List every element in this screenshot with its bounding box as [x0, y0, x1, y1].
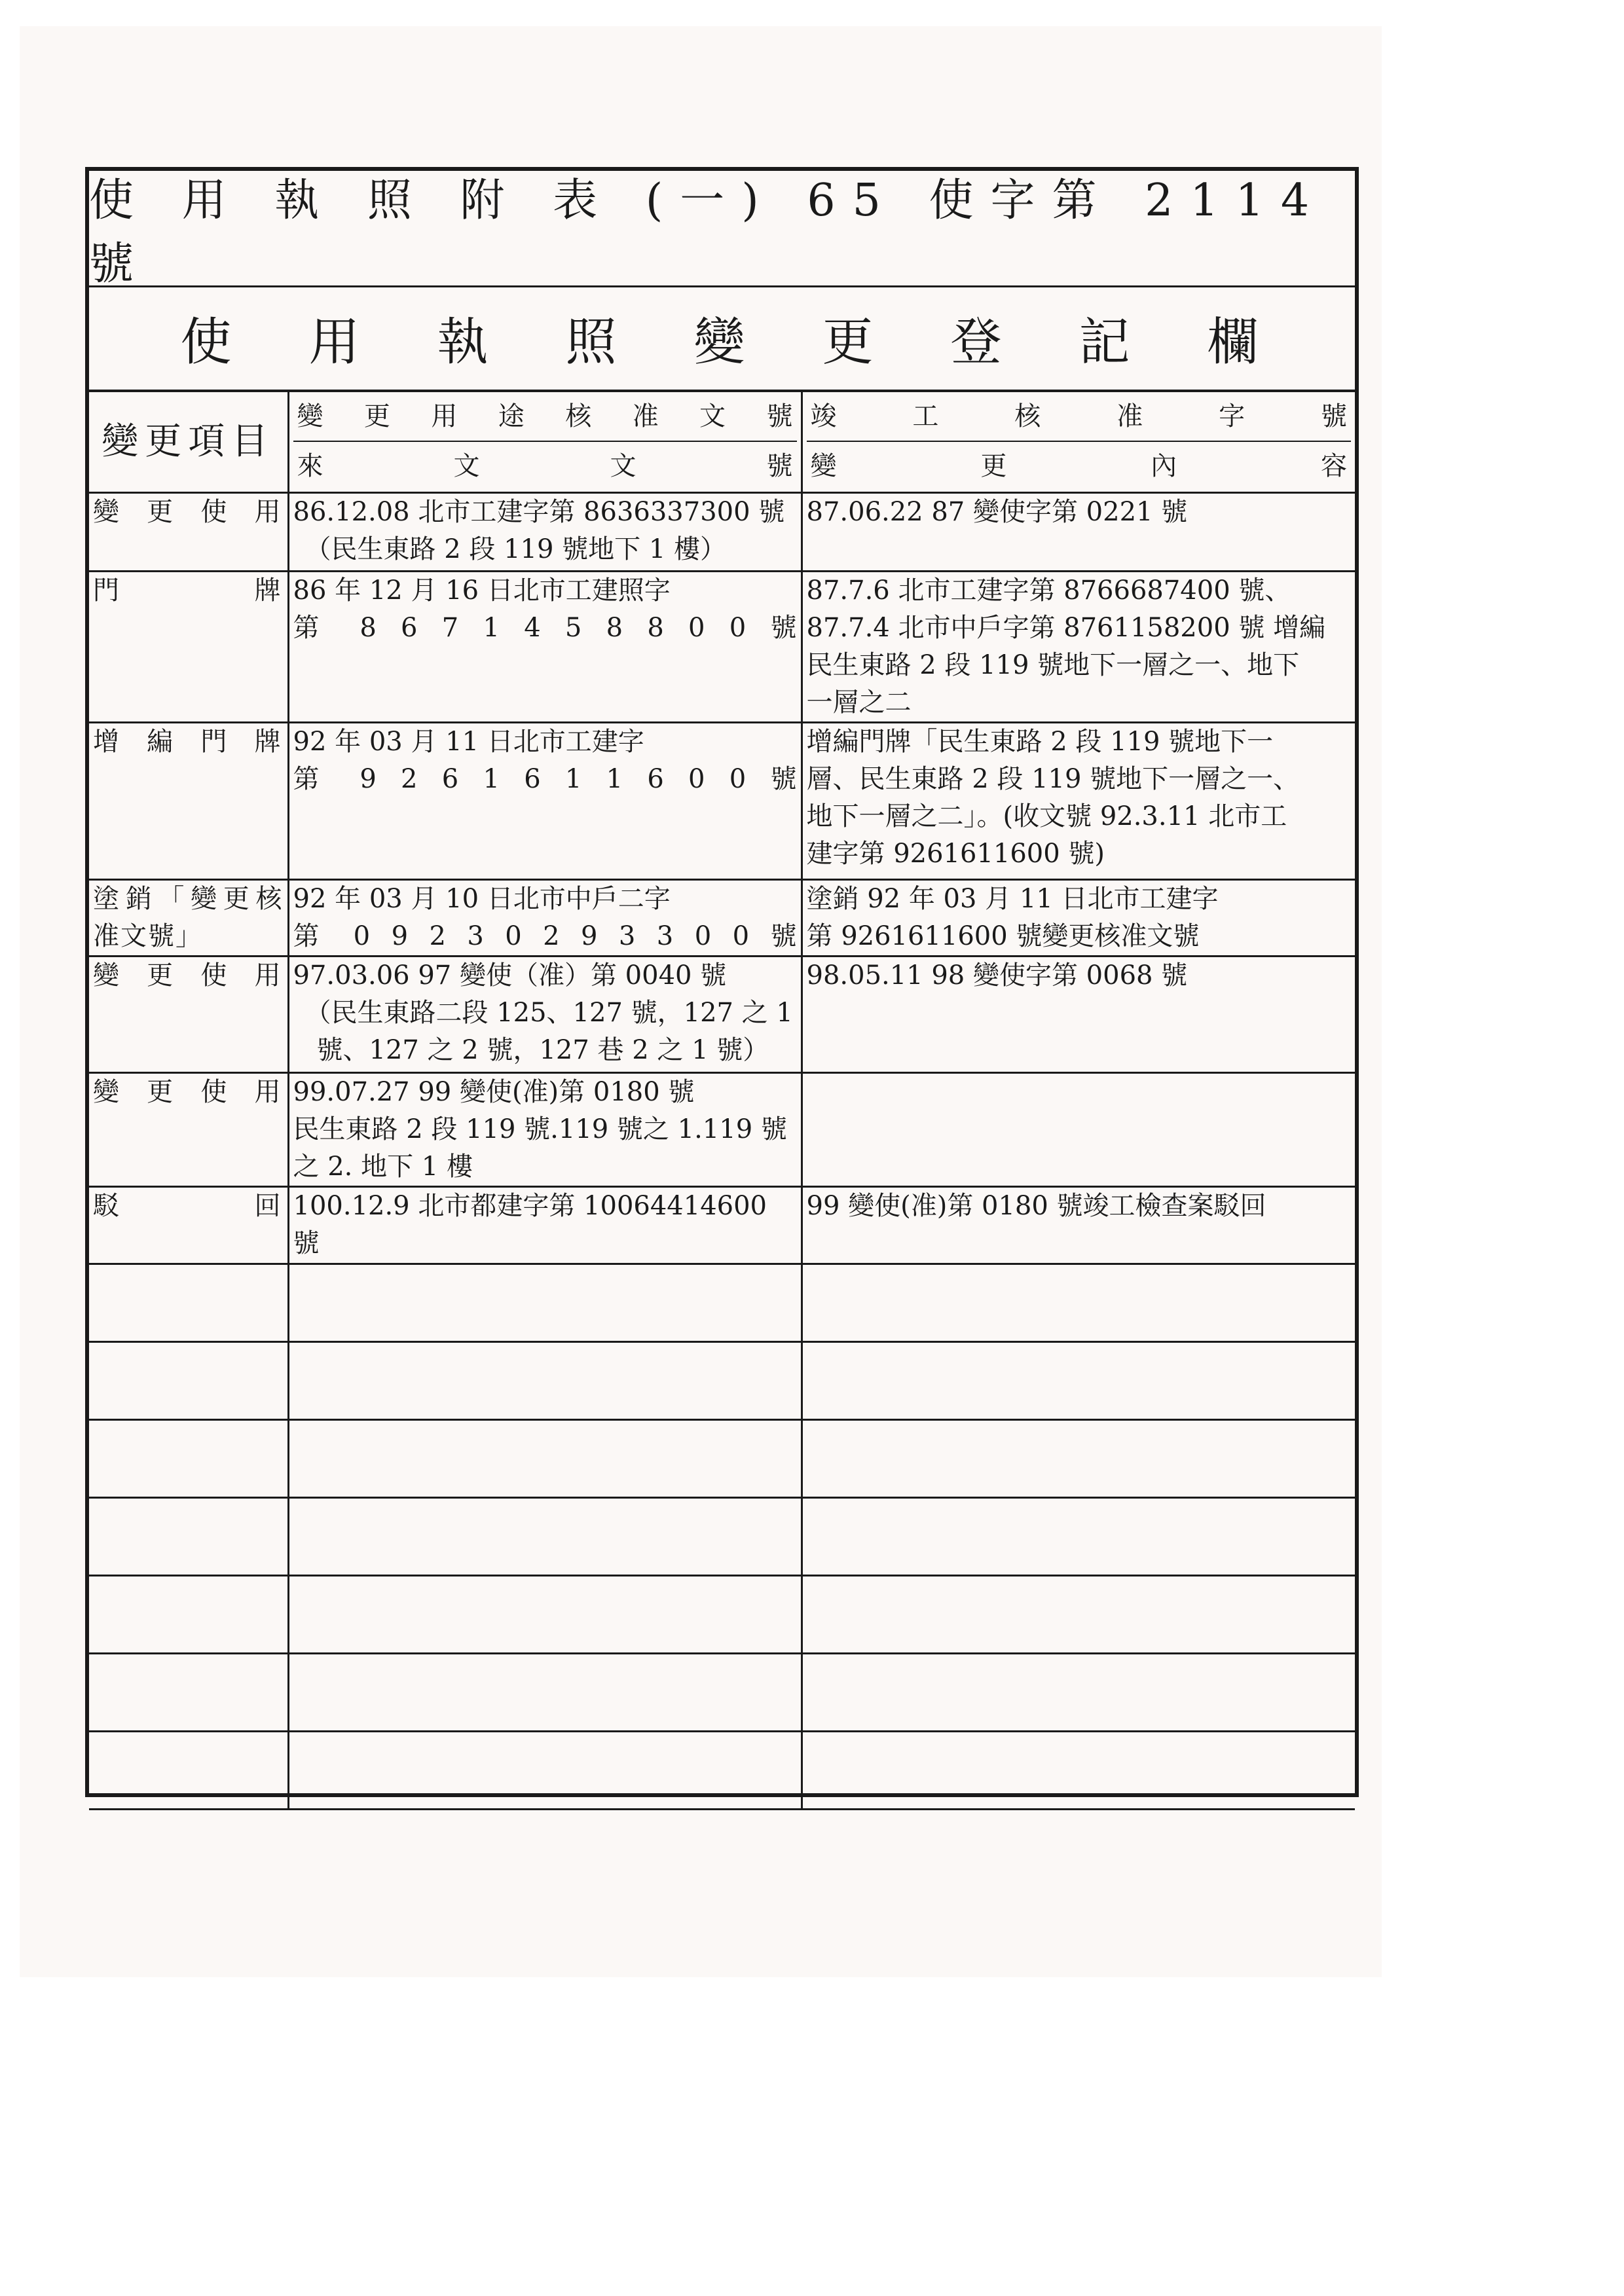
cell-line: 97.03.06 97 變使（准）第 0040 號 [293, 960, 727, 991]
cell-line: 第 9261611600 號變更核准文號 [806, 920, 1200, 951]
table-row [89, 722, 1355, 879]
cell-line: 92 年 03 月 10 日北市中戶二字 [293, 883, 671, 914]
empty-row [89, 1419, 1355, 1497]
cell-line: 99 變使(准)第 0180 號竣工檢查案駁回 [806, 1190, 1266, 1221]
approval-cell [288, 571, 802, 722]
column-header-item: 變更項目 [89, 392, 288, 492]
empty-row [89, 1575, 1355, 1653]
empty-cell [288, 1419, 802, 1497]
table-row [89, 1072, 1355, 1186]
cell-line: 號 [293, 1228, 320, 1258]
empty-cell [89, 1497, 288, 1575]
approval-cell [288, 1186, 802, 1264]
approval-cell [288, 1072, 802, 1186]
section-header: 使用執照變更登記欄 [89, 285, 1355, 392]
cell-line: 一層之二 [806, 687, 912, 718]
table-row [89, 571, 1355, 722]
empty-row [89, 1497, 1355, 1575]
approval-cell [288, 492, 802, 571]
change-item: 增 編 門 牌 [89, 722, 288, 879]
empty-cell [802, 1653, 1355, 1731]
completion-cell [802, 1072, 1355, 1186]
cell-line: 塗銷 92 年 03 月 11 日北市工建字 [806, 883, 1219, 914]
approval-cell [288, 956, 802, 1072]
empty-cell [89, 1419, 288, 1497]
completion-cell [802, 571, 1355, 722]
cell-line: 100.12.9 北市都建字第 10064414600 [293, 1190, 767, 1221]
empty-cell [288, 1575, 802, 1653]
empty-cell [288, 1341, 802, 1419]
approval-cell [288, 879, 802, 956]
cell-line: 86.12.08 北市工建字第 8636337300 號 [293, 496, 785, 527]
cell-line: 98.05.11 98 變使字第 0068 號 [806, 960, 1188, 991]
cell-line: 86 年 12 月 16 日北市工建照字 [293, 575, 671, 606]
column-header-approval-no: 變 更 用 途 核 准 文 號 [297, 401, 793, 431]
empty-cell [89, 1264, 288, 1341]
table-row [89, 1186, 1355, 1264]
completion-cell [802, 492, 1355, 571]
cell-line: 87.06.22 87 變使字第 0221 號 [806, 496, 1188, 527]
document-title: 使 用 執 照 附 表 (一) 65 使字第 2114 號 [89, 171, 1355, 287]
license-annex-form [85, 167, 1359, 1797]
completion-cell [802, 1186, 1355, 1264]
empty-row [89, 1731, 1355, 1809]
column-header-left [288, 392, 802, 492]
cell-line: 第 0 9 2 3 0 2 9 3 3 0 0 號 [293, 920, 797, 951]
completion-cell [802, 879, 1355, 956]
empty-cell [288, 1264, 802, 1341]
change-item: 變 更 使 用 [89, 956, 288, 1072]
column-header-completion-no: 竣 工 核 准 字 號 [810, 401, 1347, 431]
empty-row [89, 1653, 1355, 1731]
empty-cell [802, 1341, 1355, 1419]
cell-line: 建字第 9261611600 號) [806, 838, 1105, 869]
column-header-change-content: 變 更 內 容 [807, 441, 1352, 490]
cell-line: 87.7.6 北市工建字第 8766687400 號、 [806, 575, 1291, 606]
empty-cell [802, 1419, 1355, 1497]
column-header-row [89, 392, 1355, 492]
empty-cell [802, 1497, 1355, 1575]
empty-cell [802, 1731, 1355, 1809]
column-header-right [802, 392, 1355, 492]
change-item: 變 更 使 用 [89, 492, 288, 571]
change-register-table [89, 392, 1355, 1810]
completion-cell [802, 722, 1355, 879]
cell-line: （民生東路二段 125、127 號，127 之 1 [304, 997, 793, 1028]
cell-line: 87.7.4 北市中戶字第 8761158200 號 增編 [806, 612, 1326, 643]
change-item: 變 更 使 用 [89, 1072, 288, 1186]
empty-cell [89, 1575, 288, 1653]
empty-row [89, 1341, 1355, 1419]
empty-cell [288, 1731, 802, 1809]
cell-line: 92 年 03 月 11 日北市工建字 [293, 726, 644, 757]
empty-cell [288, 1653, 802, 1731]
empty-cell [89, 1653, 288, 1731]
cell-line: 增編門牌「民生東路 2 段 119 號地下一 [806, 726, 1274, 757]
empty-cell [802, 1264, 1355, 1341]
empty-cell [89, 1341, 288, 1419]
empty-row [89, 1264, 1355, 1341]
cell-line: 第 9 2 6 1 6 1 1 6 0 0 號 [293, 763, 797, 794]
cell-line: （民生東路 2 段 119 號地下 1 樓） [304, 534, 727, 564]
cell-line: 號、127 之 2 號，127 巷 2 之 1 號） [316, 1034, 769, 1065]
table-row [89, 879, 1355, 956]
column-header-source-no: 來 文 文 號 [293, 441, 797, 490]
table-row [89, 956, 1355, 1072]
cell-line: 99.07.27 99 變使(准)第 0180 號 [293, 1076, 695, 1107]
change-item: 門 牌 [89, 571, 288, 722]
cell-line: 層、民生東路 2 段 119 號地下一層之一、 [806, 763, 1300, 794]
completion-cell [802, 956, 1355, 1072]
table-row [89, 492, 1355, 571]
empty-cell [288, 1497, 802, 1575]
cell-line: 民生東路 2 段 119 號地下一層之一、地下 [806, 649, 1300, 680]
cell-line: 民生東路 2 段 119 號.119 號之 1.119 號 [293, 1114, 787, 1144]
empty-cell [89, 1731, 288, 1809]
change-item: 駁 回 [89, 1186, 288, 1264]
change-item: 塗銷「變更核准文號」 [89, 879, 288, 956]
approval-cell [288, 722, 802, 879]
cell-line: 地下一層之二」。(收文號 92.3.11 北市工 [806, 801, 1287, 831]
cell-line: 之 2. 地下 1 樓 [293, 1151, 473, 1182]
empty-cell [802, 1575, 1355, 1653]
cell-line: 第 8 6 7 1 4 5 8 8 0 0 號 [293, 612, 797, 643]
